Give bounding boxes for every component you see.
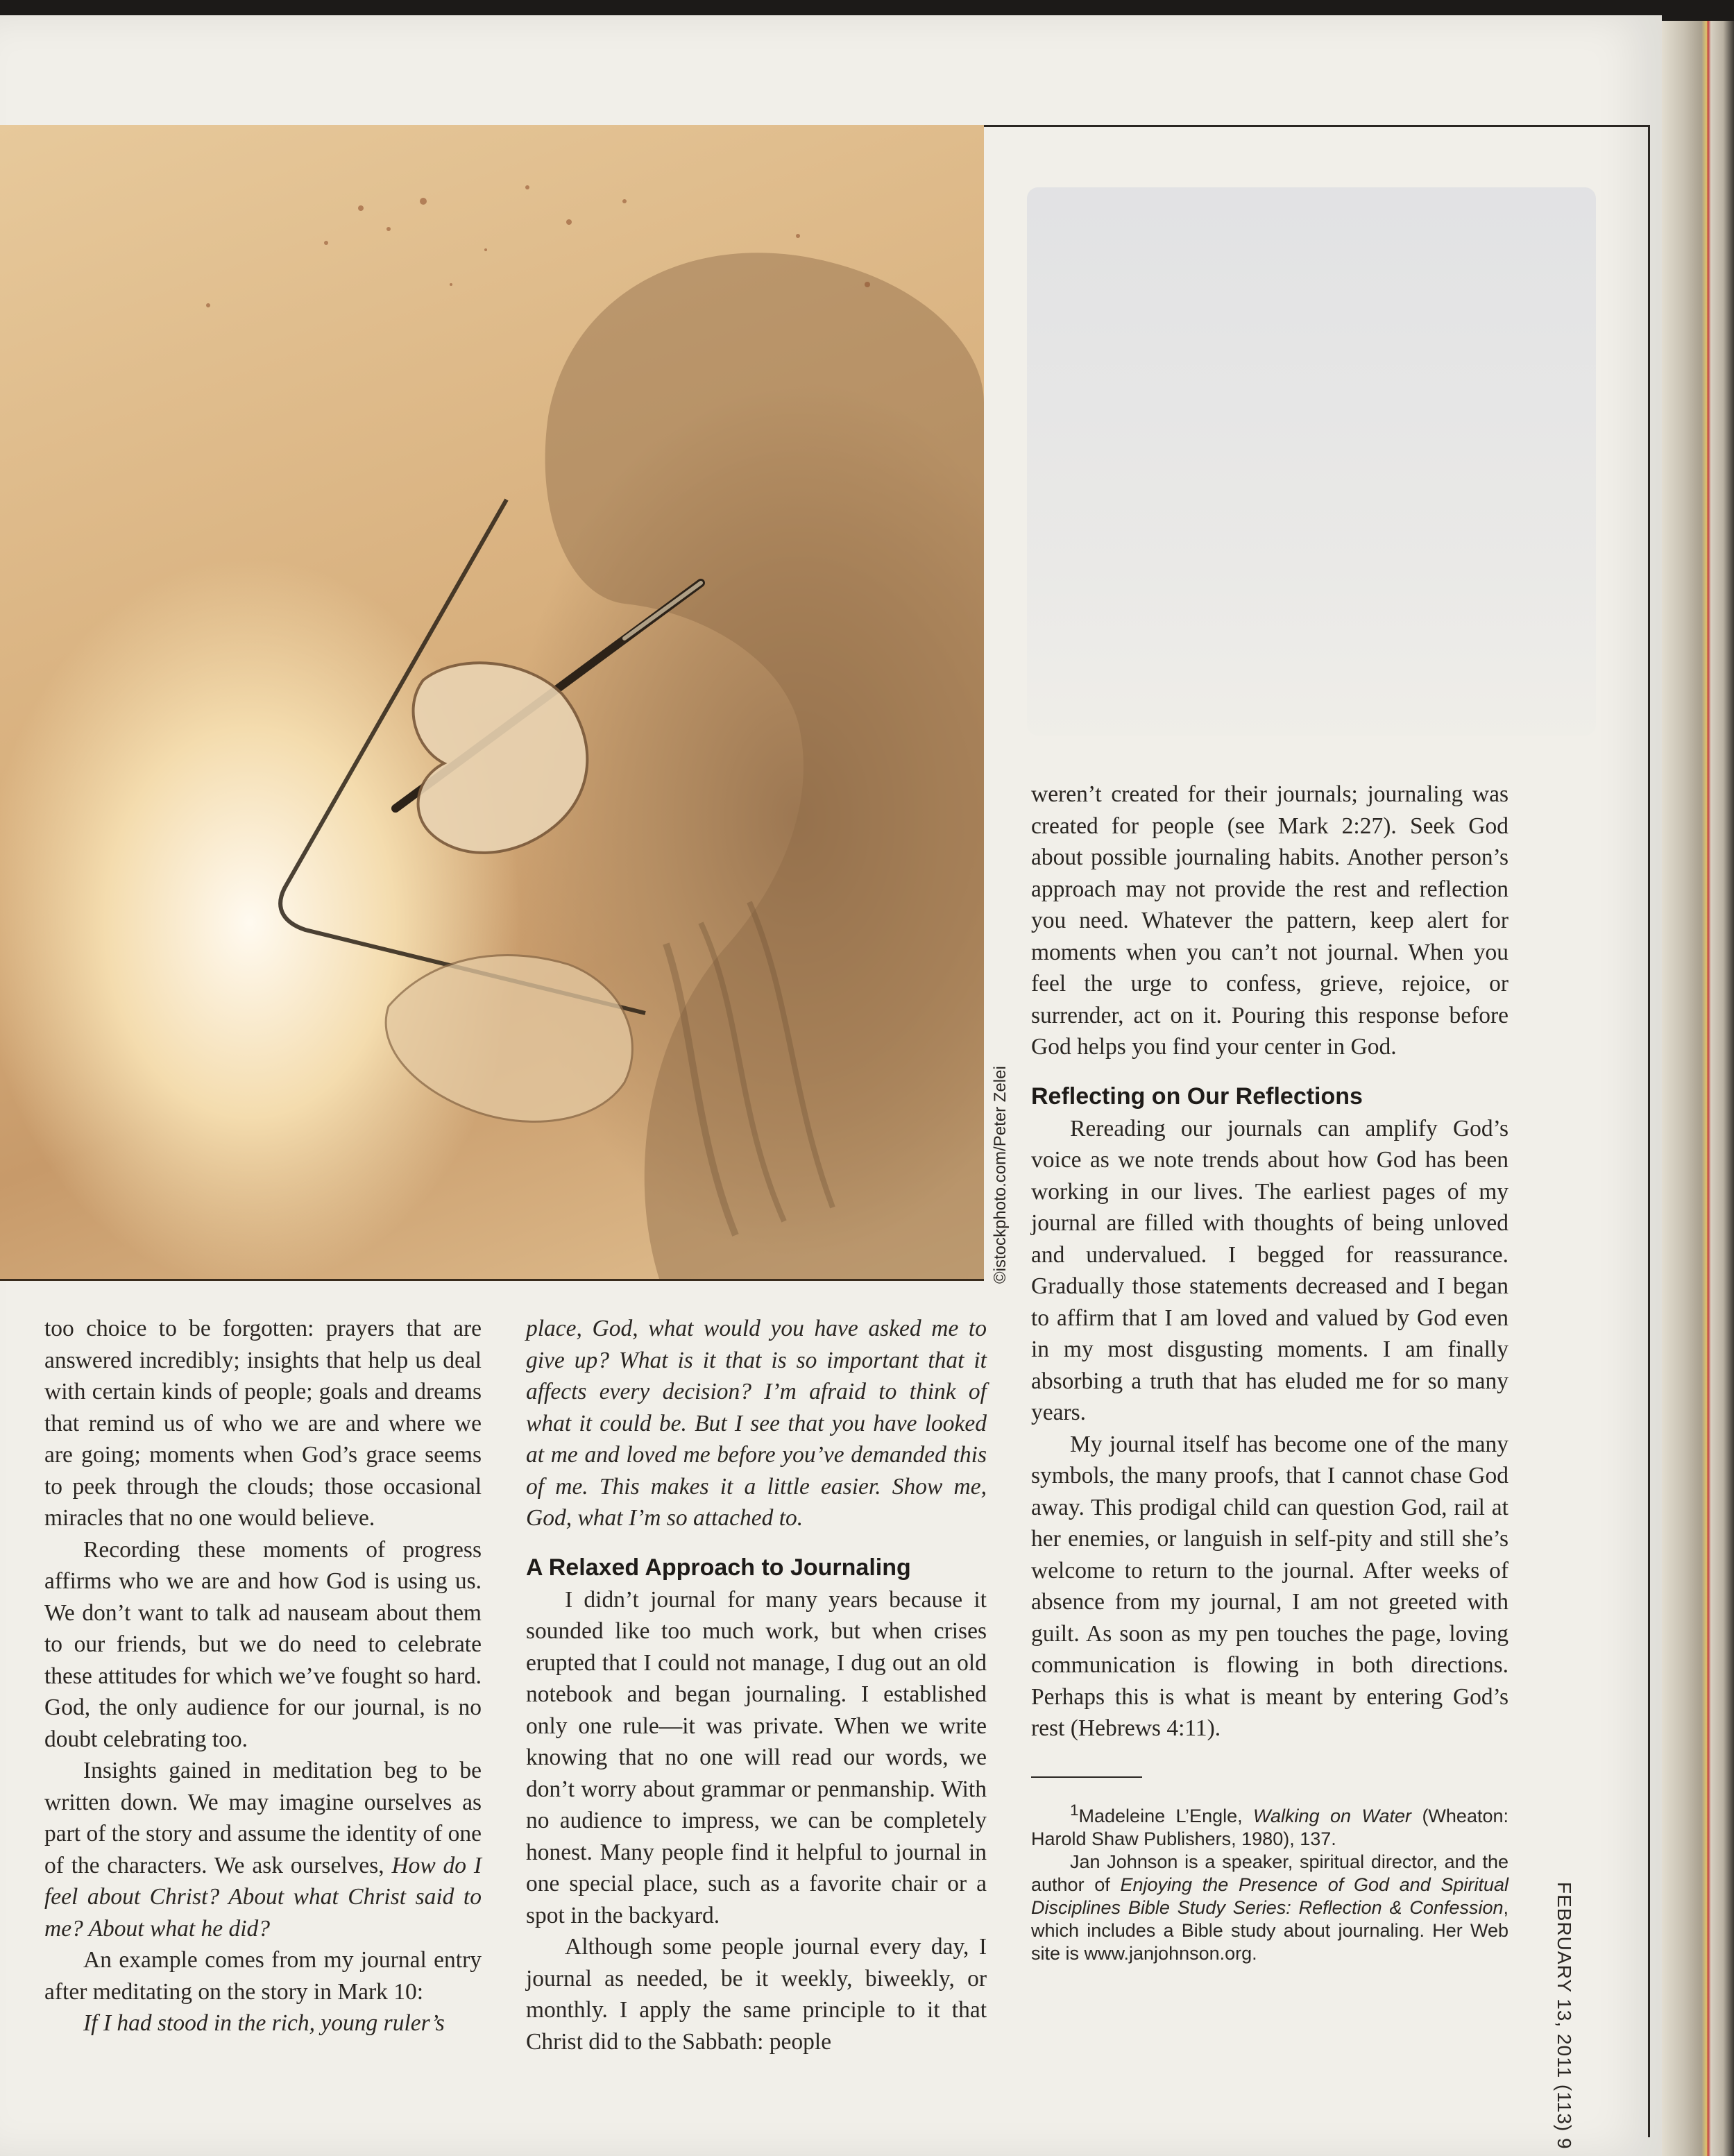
section-heading: Reflecting on Our Reflections <box>1031 1083 1363 1110</box>
footnote <box>1031 1799 1508 1851</box>
paragraph <box>44 1755 482 1944</box>
bio-text: , which includes a Bible study about journaling. Her Web site is www.janjohnson.org. <box>1031 1896 1508 1964</box>
paragraph: too choice to be forgotten: prayers that are answered incredibly; insights that help us deal with certain kinds of people; goals and dreams that remind us of who we are and where we are going; moments when God’s grace seems to peek through the clouds; those occasional miracles that no one would believe. <box>44 1316 482 1531</box>
footnote-book-title: Walking on Water <box>1253 1805 1412 1826</box>
bio-text: Jan Johnson is a speaker, spiritual director, and the author of <box>1031 1851 1508 1895</box>
article-column-2 <box>526 1313 987 2057</box>
article-column-3 <box>1031 779 1508 1965</box>
page-folio: FEBRUARY 13, 2011 (113) 9 <box>1554 1882 1575 2150</box>
show-through-panel <box>1027 187 1596 736</box>
section-heading: A Relaxed Approach to Journaling <box>526 1554 911 1581</box>
paragraph: Although some people journal every day, I journal as needed, be it weekly, biweekly, or monthly. I apply the same principle to it that Christ did to the Sabbath: people <box>526 1934 987 2055</box>
paragraph: My journal itself has become one of the many symbols, the many proofs, that I cannot chase God away. This prodigal child can question God, rail at her enemies, or languish in self-pity and still she’s welcome to return to the journal. After weeks of absence from my journal, I am not greeted with guilt. As soon as my pen touches the page, loving communication is flowing in both directions. Perhaps this is what is meant by entering God’s rest (Hebrews 4:11). <box>1031 1431 1508 1741</box>
paragraph: Rereading our journals can amplify God’s voice as we note trends about how God has been working in our lives. The earliest pages of my journal are filled with thoughts of being unloved and undervalued. I begged for reassurance. Gradually those statements decreased and I began to affirm that I am loved and valued by God even in my most disgusting moments. I am finally absorbing a truth that has eluded me for so many years. <box>1031 1115 1508 1425</box>
paragraph-text: Insights gained in meditation beg to be written down. We may imagine ourselves as part of the story and assume the identity of one of the characters. We ask ourselves, <box>44 1758 482 1878</box>
footnote-text: Madeleine L’Engle, <box>1078 1805 1254 1826</box>
paragraph: Recording these moments of progress affirms who we are and how God is using us. We don’t want to talk ad nauseam about them to our friends, but we do need to celebrate these attitudes for which we’ve fought so hard. God, the only audience for our journal, is no doubt celebrating too. <box>44 1536 482 1752</box>
author-bio <box>1031 1851 1508 1965</box>
paragraph: weren’t created for their journals; journaling was created for people (see Mark 2:27). Seek God about possible journaling habits. Another person’s approach may not provide the rest and reflection you need. Whatever the pattern, keep alert for moments when you can’t not journal. When you feel the urge to confess, grieve, rejoice, or surrender, act on it. Pouring this response before God helps you find your center in God. <box>1031 781 1508 1060</box>
photo-credit <box>991 1256 1010 1284</box>
journal-excerpt: If I had stood in the rich, young ruler’s <box>83 2010 445 2036</box>
paragraph: I didn’t journal for many years because it sounded like too much work, but when crises erupted that I could not manage, I dug out an old notebook and began journaling. I established only one rule—it was private. When we write knowing that no one will read our words, we don’t worry about grammar or penmanship. With no audience to impress, we can be completely honest. Many people find it helpful to journal in one special place, such as a favorite chair or a spot in the backyard. <box>526 1586 987 1928</box>
book-page-edges <box>1662 21 1734 2156</box>
footnote-rule <box>1031 1776 1142 1778</box>
hand-writing-illustration <box>0 125 984 1279</box>
paragraph-italic-text: How do I feel about Christ? About what Christ said to me? About what he did? <box>44 1852 482 1942</box>
bio-book-title: Enjoying the Presence of God and Spiritual Disciplines Bible Study Series: Reflection & Confession <box>1031 1874 1509 1918</box>
journal-excerpt: place, God, what would you have asked me to give up? What is it that is so important that it affects every decision? I’m afraid to think of what it could be. But I see that you have looked at me and loved me before you’ve demanded this of me. This makes it a little easier. Show me, God, what I’m so attached to. <box>526 1316 987 1531</box>
journaling-photo <box>0 125 984 1281</box>
footnote-marker: 1 <box>1070 1801 1079 1819</box>
frame-right-rule <box>1648 125 1650 2137</box>
frame-top-rule <box>984 125 1650 127</box>
footnote-text: (Wheaton: Harold Shaw Publishers, 1980), 137. <box>1031 1805 1509 1849</box>
paragraph: An example comes from my journal entry after meditating on the story in Mark 10: <box>44 1947 482 2005</box>
article-column-1 <box>44 1313 482 2039</box>
